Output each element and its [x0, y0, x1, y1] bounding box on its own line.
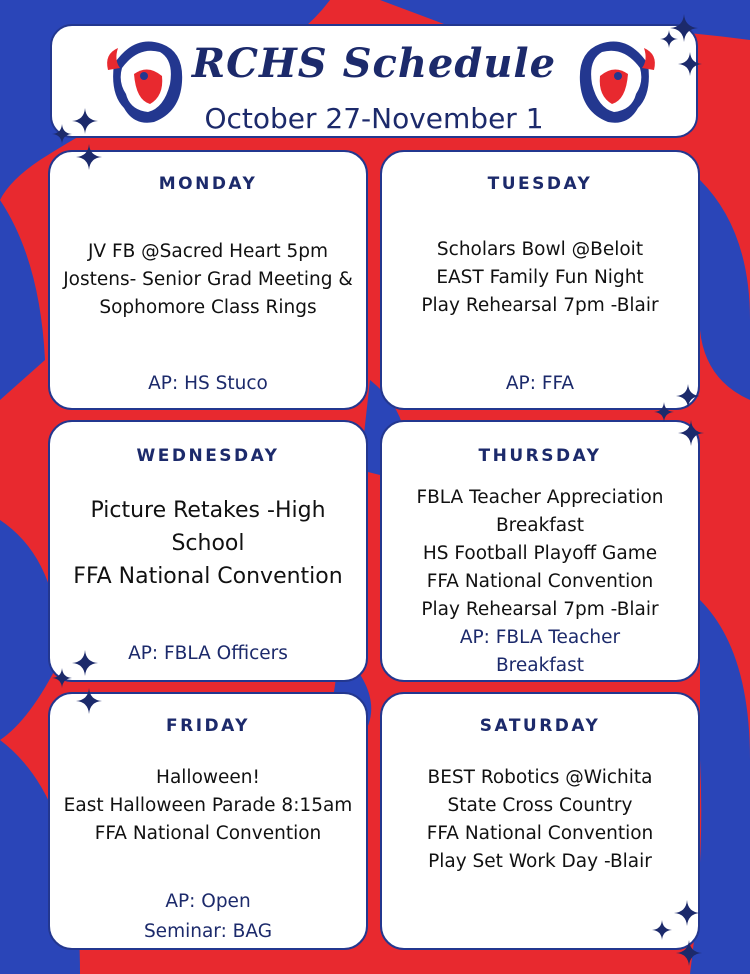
event-item: BEST Robotics @Wichita [427, 767, 653, 788]
sparkle-icon [76, 688, 102, 714]
sparkle-icon [674, 900, 700, 926]
event-item: Breakfast [495, 515, 585, 536]
ap-label: AP: Open [165, 891, 251, 912]
event-item: Play Rehearsal 7pm -Blair [421, 295, 659, 316]
header-banner [50, 24, 698, 138]
event-item: FFA National Convention [426, 571, 654, 592]
sparkle-icon [72, 650, 98, 676]
day-label: MONDAY [158, 174, 258, 194]
event-list [388, 764, 692, 876]
event-list [56, 494, 360, 593]
sparkle-icon [654, 402, 674, 422]
sparkle-icon [678, 52, 702, 76]
event-list [56, 764, 360, 848]
sparkle-icon [72, 108, 98, 134]
sparkle-icon [678, 420, 704, 446]
event-item: East Halloween Parade 8:15am [63, 795, 353, 816]
event-list [388, 484, 692, 624]
event-item: FBLA Teacher Appreciation [416, 487, 664, 508]
event-item: Play Rehearsal 7pm -Blair [421, 599, 659, 620]
sparkle-icon [52, 668, 72, 688]
event-item: FFA National Convention [73, 564, 343, 589]
ap-label: AP: FBLA Officers [128, 643, 288, 664]
event-list [388, 236, 692, 320]
buffalo-mascot-logo [574, 34, 658, 126]
card-monday [48, 150, 368, 410]
sparkle-icon [652, 920, 672, 940]
sparkle-icon [52, 124, 72, 144]
day-label: FRIDAY [166, 716, 250, 736]
card-thursday [380, 420, 700, 682]
sparkle-icon [660, 30, 678, 48]
event-item: FFA National Convention [94, 823, 322, 844]
ap-label-cont: Breakfast [495, 655, 585, 676]
date-range: October 27-November 1 [204, 102, 544, 135]
sparkle-icon [676, 384, 700, 408]
event-list [56, 238, 360, 322]
event-item: FFA National Convention [426, 823, 654, 844]
day-label: WEDNESDAY [136, 446, 280, 466]
event-item: Sophomore Class Rings [99, 297, 317, 318]
ap-label: AP: HS Stuco [148, 373, 268, 394]
event-item: Jostens- Senior Grad Meeting & [63, 269, 353, 290]
event-item: HS Football Playoff Game [422, 543, 658, 564]
card-tuesday [380, 150, 700, 410]
sparkle-icon [676, 940, 702, 966]
seminar-label: Seminar: BAG [143, 921, 273, 942]
sparkle-icon [76, 144, 102, 170]
event-item: EAST Family Fun Night [436, 267, 644, 288]
card-saturday [380, 692, 700, 950]
event-item: Halloween! [156, 767, 260, 788]
event-item: Scholars Bowl @Beloit [436, 239, 644, 260]
event-item: School [171, 531, 245, 556]
event-item: JV FB @Sacred Heart 5pm [87, 241, 329, 262]
event-item: Play Set Work Day -Blair [428, 851, 652, 872]
page-title: RCHS Schedule [191, 40, 557, 87]
event-item: Picture Retakes -High [90, 498, 326, 523]
day-label: TUESDAY [487, 174, 593, 194]
card-friday [48, 692, 368, 950]
day-label: SATURDAY [479, 716, 601, 736]
ap-label: AP: FFA [505, 373, 575, 394]
event-item: State Cross Country [447, 795, 633, 816]
day-label: THURSDAY [478, 446, 602, 466]
ap-label: AP: FBLA Teacher [459, 627, 621, 648]
card-wednesday [48, 420, 368, 682]
